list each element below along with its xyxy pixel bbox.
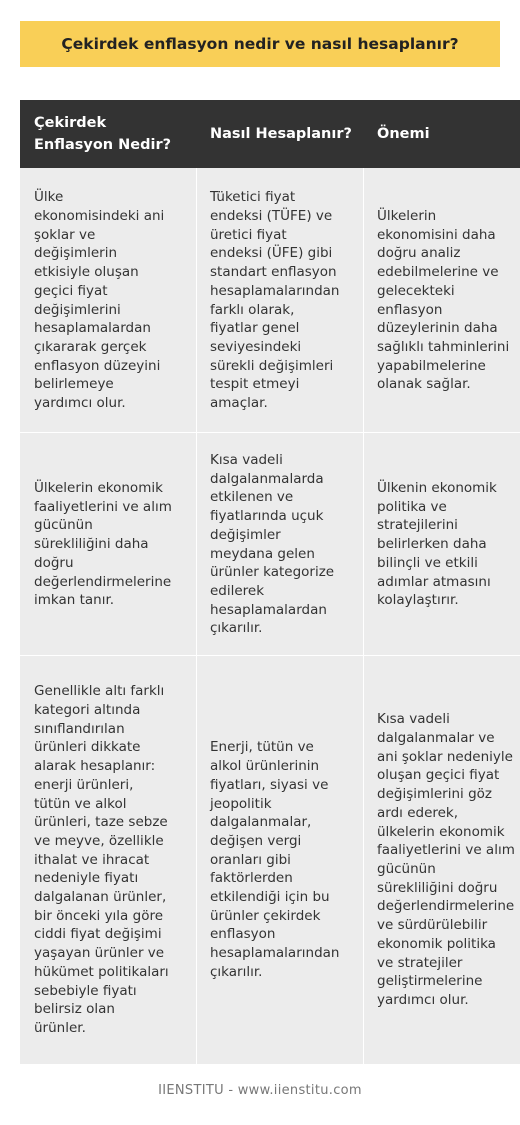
cell-text: Kısa vadeli dalgalanmalar ve ani şoklar nedeniyle oluşan geçici fiyat değişimlerini göz ardı ederek, ülkelerin ekonomik faaliyetlerini ve alım gücünün sürekliliğini doğru değerlendirmelerine ve sürdürülebilir ekonomik politika ve stratejiler geliştirmelerine yardımcı olur.	[377, 711, 515, 1008]
table-cell	[20, 656, 196, 1064]
header-label-definition: Çekirdek Enflasyon Nedir?	[34, 115, 172, 153]
table-cell	[363, 433, 520, 656]
table-cell	[196, 433, 363, 656]
cell-text: Ülkelerin ekonomik faaliyetlerini ve alım gücünün sürekliliğini daha doğru değerlendirmelerine imkan tanır.	[34, 480, 172, 609]
cell-text: Enerji, tütün ve alkol ürünlerinin fiyatları, siyasi ve jeopolitik dalgalanmalar, değişen vergi oranları gibi faktörlerden etkilendiği için bu ürünler çekirdek enflasyon hesaplamalarından çıkarılır.	[210, 739, 340, 980]
table-cell	[20, 168, 196, 433]
header-label-calculation: Nasıl Hesaplanır?	[210, 126, 352, 142]
table-cell	[363, 168, 520, 433]
table-cell	[20, 433, 196, 656]
cell-text: Ülkelerin ekonomisini daha doğru analiz edebilmelerine ve gelecekteki enflasyon düzeylerinin daha sağlıklı tahminlerini yapabilmelerine olanak sağlar.	[377, 207, 510, 393]
footer-credit: IIENSTITU - www.iienstitu.com	[158, 1083, 362, 1098]
cell-text: Ülke ekonomisindeki ani şoklar ve değişimlerin etkisiyle oluşan geçici fiyat değişimlerini hesaplamalardan çıkararak gerçek enflasyon düzeyini belirlemeye yardımcı olur.	[34, 189, 165, 412]
header-cell-definition	[20, 100, 196, 168]
cell-text: Genellikle altı farklı kategori altında sınıflandırılan ürünleri dikkate alarak hesaplanır: enerji ürünleri, tütün ve alkol ürünleri, taze sebze ve meyve, özellikle ithalat ve ihracat nedeniyle fiyatı dalgalanan ürünler, bir önceki yıla göre ciddi fiyat değişimi yaşayan ürünler ve hükümet politikaları sebebiyle fiyatı belirsiz olan ürünler.	[34, 683, 169, 1036]
table-cell	[196, 656, 363, 1064]
header-cell-calculation	[196, 100, 363, 168]
title-banner	[20, 21, 500, 67]
table-cell	[363, 656, 520, 1064]
page-title: Çekirdek enflasyon nedir ve nasıl hesaplanır?	[61, 35, 459, 53]
header-cell-importance	[363, 100, 520, 168]
info-table	[20, 100, 520, 1064]
cell-text: Tüketici fiyat endeksi (TÜFE) ve üretici fiyat endeksi (ÜFE) gibi standart enflasyon hesaplamalarından farklı olarak, fiyatlar genel seviyesindeki sürekli değişimleri tespit etmeyi amaçlar.	[210, 189, 340, 412]
header-label-importance: Önemi	[377, 126, 430, 142]
cell-text: Ülkenin ekonomik politika ve stratejilerini belirlerken daha bilinçli ve etkili adımlar atmasını kolaylaştırır.	[377, 480, 497, 609]
table-cell	[196, 168, 363, 433]
cell-text: Kısa vadeli dalgalanmalarda etkilenen ve fiyatlarında uçuk değişimler meydana gelen ürünler kategorize edilerek hesaplamalardan çıkarılır.	[210, 451, 335, 637]
